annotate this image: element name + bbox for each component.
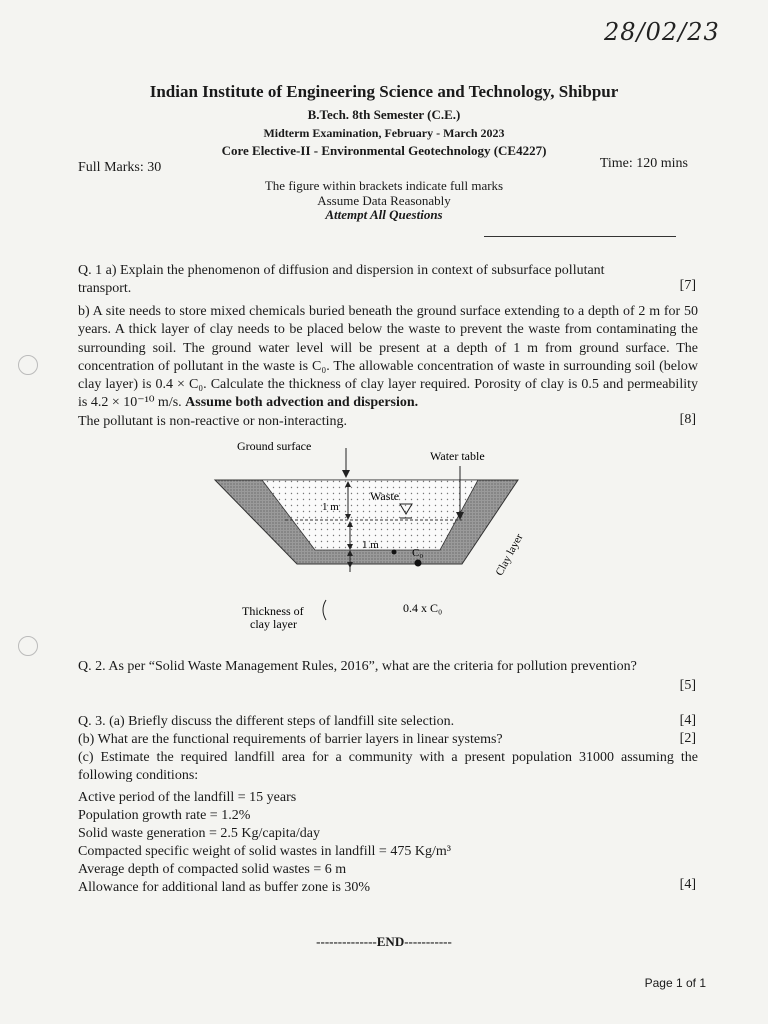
landfill-figure: [200, 432, 540, 642]
time-allowed: Time: 120 mins: [599, 156, 688, 171]
note-assume: Assume Data Reasonably: [317, 193, 451, 208]
q1a-marks: [7]: [679, 278, 696, 293]
q2-marks: [5]: [679, 678, 696, 693]
program-line: B.Tech. 8th Semester (C.E.): [307, 107, 461, 122]
divider-rule: [484, 236, 676, 237]
ground-surface-label: Ground surface: [237, 439, 312, 453]
note-attempt: Attempt All Questions: [325, 207, 443, 222]
waste-label: Waste: [370, 489, 400, 503]
allowable-point: [415, 560, 422, 567]
institute-name: Indian Institute of Engineering Science and Technology, Shibpur: [149, 82, 619, 101]
thickness-brace: [323, 600, 326, 620]
punch-hole-top: [18, 355, 38, 375]
page-number: Page 1 of 1: [644, 976, 706, 990]
c0-label: C₀: [412, 547, 424, 559]
q1b-body: b) A site needs to store mixed chemicals buried beneath the ground surface extending to a depth of 2 m for 50 years. A thick layer of clay needs to be placed below the waste to prevent the waste from contaminating the surrounding soil. The ground water level will be present at a depth of 1 m from ground surface. The concentration of pollutant in the waste is C₀. The allowable concentration of waste in surrounding soil (below clay layer) is 0.4 × C₀. Calculate the thickness of clay layer required. Porosity of clay is 0.5 and permeability is 4.2 × 10⁻¹⁰ m/s.: [78, 304, 698, 411]
q1b-last: The pollutant is non-reactive or non-interacting.: [78, 413, 348, 429]
allowable-label: 0.4 x C₀: [403, 601, 443, 615]
thickness-label-1: Thickness of: [242, 604, 304, 618]
q3c-condition-4: Compacted specific weight of solid wastes in landfill = 475 Kg/m³: [78, 844, 451, 859]
thickness-label-2: clay layer: [250, 617, 297, 631]
handwritten-date: 28/02/23: [604, 18, 720, 46]
q3b-marks: [2]: [679, 731, 696, 746]
source-point: [392, 550, 397, 555]
exam-line: Midterm Examination, February - March 2023: [263, 126, 505, 140]
q3c-condition-1: Active period of the landfill = 15 years: [78, 790, 297, 805]
q3c-text: (c) Estimate the required landfill area for a community with a present population 31000 assuming the following conditions:: [78, 750, 698, 784]
q1b-bold: Assume both advection and dispersion.: [185, 395, 419, 411]
note-marks: The figure within brackets indicate full marks: [264, 178, 504, 193]
q3c-marks: [4]: [679, 877, 696, 892]
clay-layer-label: Clay layer: [493, 531, 526, 578]
dim-label-2: 1 m: [362, 539, 379, 551]
q3a-marks: [4]: [679, 713, 696, 728]
q3c-condition-6: Allowance for additional land as buffer zone is 30%: [78, 880, 371, 895]
course-line: Core Elective-II - Environmental Geotechnology (CE4227): [221, 143, 547, 158]
end-marker: --------------END-----------: [316, 934, 452, 949]
q3c-condition-3: Solid waste generation = 2.5 Kg/capita/day: [78, 826, 320, 841]
water-table-label: Water table: [430, 449, 485, 463]
q1a-line2: transport.: [78, 281, 132, 296]
q1a-line1: Q. 1 a) Explain the phenomenon of diffusion and dispersion in context of subsurface pollutant: [78, 263, 605, 278]
q3c-condition-5: Average depth of compacted solid wastes = 6 m: [78, 862, 347, 877]
punch-hole-bottom: [18, 636, 38, 656]
dim-label-1: 1 m: [322, 501, 339, 513]
full-marks: Full Marks: 30: [78, 160, 162, 175]
q1b-marks: [8]: [679, 412, 696, 427]
q3c-condition-2: Population growth rate = 1.2%: [78, 808, 251, 823]
q1b-text: [78, 303, 698, 431]
q3b-text: (b) What are the functional requirements of barrier layers in linear systems?: [78, 732, 503, 747]
q2-text: Q. 2. As per “Solid Waste Management Rules, 2016”, what are the criteria for pollution prevention?: [78, 659, 637, 674]
q3a-text: Q. 3. (a) Briefly discuss the different steps of landfill site selection.: [78, 714, 455, 729]
